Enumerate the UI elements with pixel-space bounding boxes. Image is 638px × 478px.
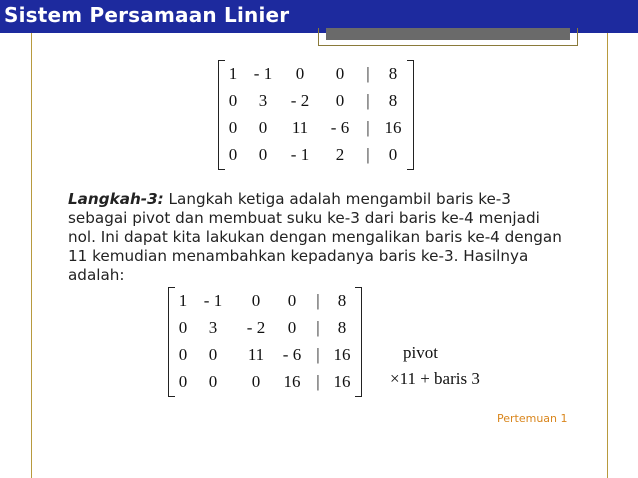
- matrix-cell: 16: [283, 372, 301, 391]
- matrix-cell: 1: [178, 291, 188, 310]
- matrix-cell: 16: [333, 345, 351, 364]
- frame-left-line: [31, 33, 32, 478]
- row-operation-annotation: ×11 + baris 3: [390, 369, 480, 388]
- matrix-cell: 16: [333, 372, 351, 391]
- matrix-separator: |: [366, 145, 370, 164]
- matrix-cell: 11: [247, 345, 265, 364]
- matrix-cell: 2: [335, 145, 345, 164]
- matrix-cell: 8: [388, 64, 398, 83]
- matrix-cell: 0: [287, 318, 297, 337]
- matrix-cell: 3: [258, 91, 268, 110]
- matrix-cell: 0: [228, 145, 238, 164]
- matrix-cell: 0: [228, 91, 238, 110]
- matrix-separator: |: [316, 372, 320, 391]
- matrix-cell: 0: [258, 118, 268, 137]
- matrix-cell: - 6: [330, 118, 350, 137]
- matrix-separator: |: [316, 291, 320, 310]
- step-heading: Langkah-3:: [68, 190, 164, 208]
- slide-title: Sistem Persamaan Linier: [4, 3, 290, 27]
- matrix-cell: 0: [251, 291, 261, 310]
- step-paragraph: [68, 190, 568, 285]
- matrix-cell: 0: [388, 145, 398, 164]
- augmented-matrix-1: [218, 60, 414, 170]
- pivot-annotation: pivot: [403, 343, 438, 362]
- matrix-cell: 0: [258, 145, 268, 164]
- matrix-cell: - 1: [253, 64, 273, 83]
- matrix-cell: - 6: [282, 345, 302, 364]
- matrix-cell: 11: [291, 118, 309, 137]
- matrix-cell: 0: [335, 64, 345, 83]
- matrix-cell: 8: [388, 91, 398, 110]
- step-body: Langkah ketiga adalah mengambil baris ke-3 sebagai pivot dan membuat suku ke-3 dari baris ke-4 menjadi nol. Ini dapat kita lakukan dengan mengalikan baris ke-4 dengan 11 kemudian menambahkan kepadanya baris ke-3. Hasilnya adalah:: [68, 190, 562, 284]
- matrix-cell: 1: [228, 64, 238, 83]
- matrix-separator: |: [316, 345, 320, 364]
- matrix-separator: |: [316, 318, 320, 337]
- matrix-cell: - 2: [290, 91, 310, 110]
- matrix-cell: 0: [178, 345, 188, 364]
- augmented-matrix-2: [168, 287, 362, 397]
- matrix-cell: 8: [337, 291, 347, 310]
- decorative-bar: [326, 28, 570, 40]
- matrix-cell: 0: [178, 372, 188, 391]
- matrix-cell: 0: [295, 64, 305, 83]
- matrix-cell: 0: [208, 345, 218, 364]
- matrix-cell: 0: [208, 372, 218, 391]
- matrix-cell: 0: [228, 118, 238, 137]
- frame-right-line: [607, 33, 608, 478]
- matrix-cell: 16: [384, 118, 402, 137]
- matrix-cell: - 1: [290, 145, 310, 164]
- matrix-cell: 0: [335, 91, 345, 110]
- matrix-separator: |: [366, 118, 370, 137]
- matrix-cell: 8: [337, 318, 347, 337]
- matrix-cell: - 2: [246, 318, 266, 337]
- footer-label: Pertemuan 1: [497, 412, 568, 425]
- matrix-cell: 0: [178, 318, 188, 337]
- matrix-cell: - 1: [203, 291, 223, 310]
- matrix-cell: 0: [287, 291, 297, 310]
- matrix-separator: |: [366, 64, 370, 83]
- matrix-cell: 0: [251, 372, 261, 391]
- matrix-cell: 3: [208, 318, 218, 337]
- matrix-separator: |: [366, 91, 370, 110]
